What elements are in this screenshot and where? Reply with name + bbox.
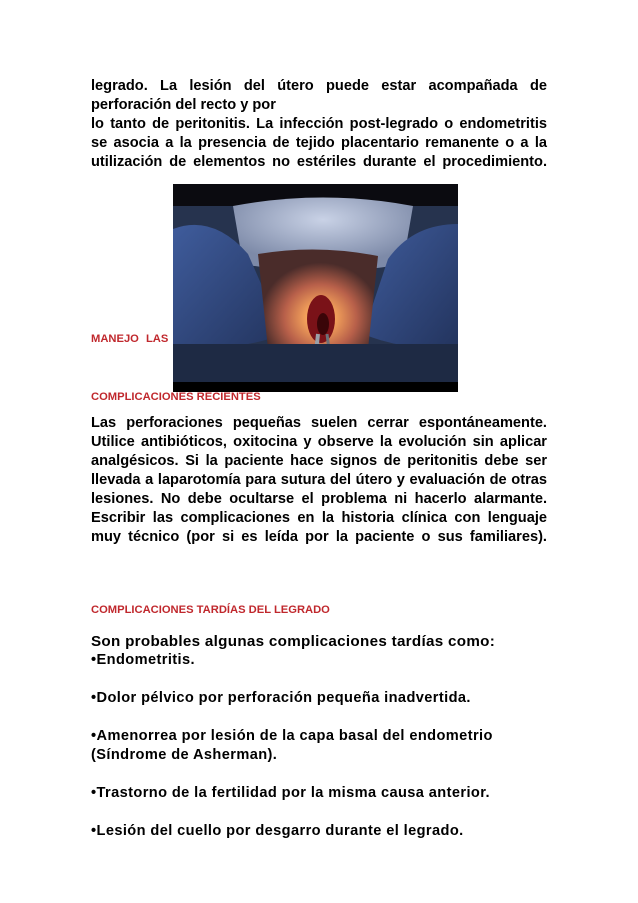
list-item: •Trastorno de la fertilidad por la misma causa anterior.: [91, 785, 490, 801]
text-line: lesiones. No debe ocultarse el problema ni hacerlo alarmante.: [91, 491, 547, 507]
list-item: •Dolor pélvico por perforación pequeña inadvertida.: [91, 690, 471, 706]
text-line: legrado. La lesión del útero puede estar acompañada de: [91, 78, 547, 94]
text-line: Utilice antibióticos, oxitocina y observe la evolución sin aplicar: [91, 434, 547, 450]
text-line: se asocia a la presencia de tejido placentario remanente o a la: [91, 135, 547, 151]
text-line: muy técnico (por si es leída por la paciente o sus familiares).: [91, 529, 547, 545]
text-line: perforación del recto y por: [91, 97, 276, 113]
procedure-photo: [173, 184, 458, 392]
text-line: Escribir las complicaciones en la historia clínica con lenguaje: [91, 510, 547, 526]
list-item: •Endometritis.: [91, 652, 195, 668]
heading-manejo: MANEJO LAS: [91, 333, 169, 345]
heading-tardias: COMPLICACIONES TARDÍAS DEL LEGRADO: [91, 604, 330, 616]
list-item-continuation: (Síndrome de Asherman).: [91, 747, 278, 763]
tardias-list: [91, 632, 561, 841]
intro-paragraph: [91, 77, 547, 172]
list-item: •Amenorrea por lesión de la capa basal del endometrio: [91, 728, 493, 744]
text-line: utilización de elementos no estériles durante el procedimiento.: [91, 154, 547, 170]
text-line: analgésicos. Si la paciente hace signos de peritonitis debe ser: [91, 453, 547, 469]
list-intro: Son probables algunas complicaciones tardías como:: [91, 633, 496, 650]
list-item: •Lesión del cuello por desgarro durante el legrado.: [91, 823, 464, 839]
heading-recientes: COMPLICACIONES RECIENTES: [91, 391, 261, 403]
recientes-paragraph: [91, 414, 547, 547]
text-line: Las perforaciones pequeñas suelen cerrar espontáneamente.: [91, 415, 547, 431]
text-line: lo tanto de peritonitis. La infección post-legrado o endometritis: [91, 116, 547, 132]
procedure-photo-illustration: [173, 184, 458, 392]
text-line: llevada a laparotomía para sutura del útero y evaluación de otras: [91, 472, 547, 488]
